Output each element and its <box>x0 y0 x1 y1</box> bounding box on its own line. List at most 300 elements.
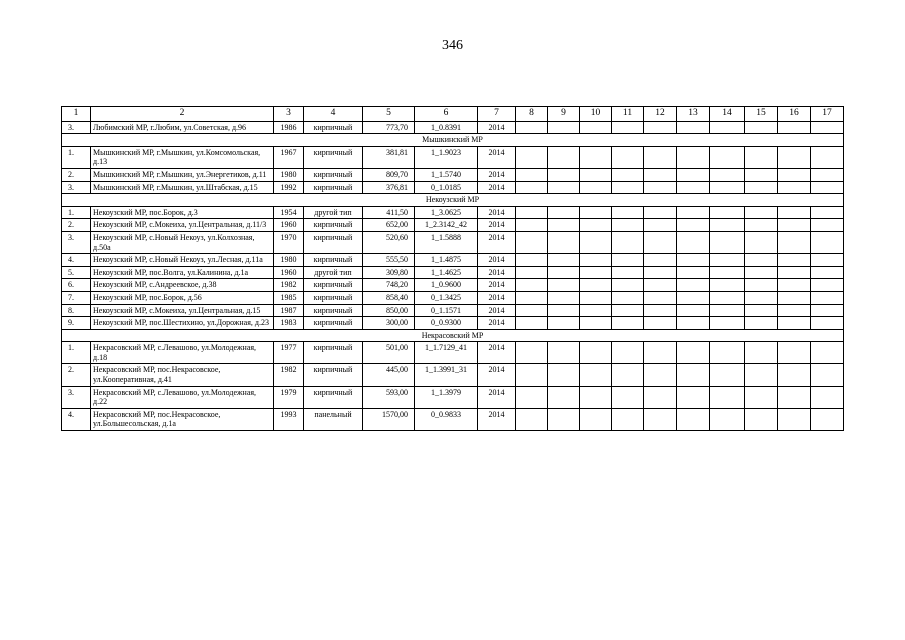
address-cell: Некоузский МР, с.Мокеиха, ул.Центральная, д.11/3 <box>91 219 274 232</box>
table-row <box>62 386 844 408</box>
header-cell: 2 <box>91 107 274 122</box>
empty-cell <box>612 364 644 386</box>
table-row <box>62 181 844 194</box>
table-row <box>62 219 844 232</box>
year-cell: 1980 <box>274 168 304 181</box>
empty-cell <box>677 146 710 168</box>
row-number: 1. <box>62 146 91 168</box>
empty-cell <box>677 279 710 292</box>
table-row <box>62 121 844 134</box>
plan-year-cell: 2014 <box>478 254 516 267</box>
empty-cell <box>516 304 548 317</box>
code-cell: 1_1.3979 <box>415 386 478 408</box>
table-row <box>62 231 844 253</box>
year-cell: 1986 <box>274 121 304 134</box>
empty-cell <box>548 342 580 364</box>
header-cell: 4 <box>304 107 363 122</box>
material-cell: кирпичный <box>304 254 363 267</box>
empty-cell <box>778 146 811 168</box>
table-row <box>62 168 844 181</box>
header-cell: 8 <box>516 107 548 122</box>
empty-cell <box>745 181 778 194</box>
empty-cell <box>612 266 644 279</box>
row-number: 3. <box>62 121 91 134</box>
empty-cell <box>778 181 811 194</box>
empty-cell <box>612 342 644 364</box>
area-cell: 309,80 <box>363 266 415 279</box>
year-cell: 1983 <box>274 317 304 330</box>
plan-year-cell: 2014 <box>478 168 516 181</box>
empty-cell <box>580 206 612 219</box>
table-row <box>62 342 844 364</box>
empty-cell <box>580 181 612 194</box>
empty-cell <box>580 386 612 408</box>
year-cell: 1979 <box>274 386 304 408</box>
year-cell: 1992 <box>274 181 304 194</box>
empty-cell <box>580 317 612 330</box>
material-cell: кирпичный <box>304 181 363 194</box>
code-cell: 1_1.3991_31 <box>415 364 478 386</box>
header-cell: 13 <box>677 107 710 122</box>
row-number: 1. <box>62 342 91 364</box>
empty-cell <box>811 304 844 317</box>
address-cell: Некрасовский МР, с.Левашово, ул.Молодежная, д.22 <box>91 386 274 408</box>
empty-cell <box>612 231 644 253</box>
empty-cell <box>811 364 844 386</box>
area-cell: 858,40 <box>363 291 415 304</box>
material-cell: кирпичный <box>304 304 363 317</box>
area-cell: 411,50 <box>363 206 415 219</box>
empty-cell <box>811 231 844 253</box>
code-cell: 1_1.4625 <box>415 266 478 279</box>
empty-cell <box>644 206 677 219</box>
empty-cell <box>516 121 548 134</box>
empty-cell <box>612 386 644 408</box>
empty-cell <box>745 317 778 330</box>
row-number: 8. <box>62 304 91 317</box>
empty-cell <box>778 168 811 181</box>
area-cell: 809,70 <box>363 168 415 181</box>
empty-cell <box>811 168 844 181</box>
empty-cell <box>644 146 677 168</box>
empty-cell <box>811 181 844 194</box>
empty-cell <box>644 364 677 386</box>
empty-cell <box>710 254 745 267</box>
empty-cell <box>710 266 745 279</box>
empty-cell <box>745 168 778 181</box>
area-cell: 376,81 <box>363 181 415 194</box>
empty-cell <box>516 364 548 386</box>
material-cell: кирпичный <box>304 342 363 364</box>
empty-cell <box>580 219 612 232</box>
empty-cell <box>778 317 811 330</box>
year-cell: 1954 <box>274 206 304 219</box>
empty-cell <box>745 219 778 232</box>
empty-cell <box>548 146 580 168</box>
row-number: 9. <box>62 317 91 330</box>
empty-cell <box>644 231 677 253</box>
empty-cell <box>778 386 811 408</box>
area-cell: 555,50 <box>363 254 415 267</box>
address-cell: Некоузский МР, с.Андреевское, д.38 <box>91 279 274 292</box>
area-cell: 300,00 <box>363 317 415 330</box>
year-cell: 1967 <box>274 146 304 168</box>
material-cell: кирпичный <box>304 317 363 330</box>
material-cell: панельный <box>304 408 363 430</box>
area-cell: 501,00 <box>363 342 415 364</box>
empty-cell <box>516 291 548 304</box>
empty-cell <box>745 279 778 292</box>
empty-cell <box>580 146 612 168</box>
empty-cell <box>710 408 745 430</box>
empty-cell <box>516 317 548 330</box>
code-cell: 1_3.0625 <box>415 206 478 219</box>
empty-cell <box>612 291 644 304</box>
empty-cell <box>548 254 580 267</box>
empty-cell <box>778 121 811 134</box>
empty-cell <box>745 364 778 386</box>
address-cell: Некоузский МР, пос.Волга, ул.Калинина, д.1а <box>91 266 274 279</box>
year-cell: 1993 <box>274 408 304 430</box>
empty-cell <box>644 168 677 181</box>
code-cell: 1_1.5740 <box>415 168 478 181</box>
empty-cell <box>677 254 710 267</box>
empty-cell <box>677 266 710 279</box>
plan-year-cell: 2014 <box>478 181 516 194</box>
material-cell: другой тип <box>304 206 363 219</box>
empty-cell <box>710 291 745 304</box>
code-cell: 1_0.8391 <box>415 121 478 134</box>
row-number: 3. <box>62 386 91 408</box>
empty-cell <box>580 168 612 181</box>
year-cell: 1982 <box>274 279 304 292</box>
material-cell: кирпичный <box>304 386 363 408</box>
table-row <box>62 291 844 304</box>
empty-cell <box>710 386 745 408</box>
code-cell: 0_1.3425 <box>415 291 478 304</box>
empty-cell <box>580 121 612 134</box>
header-cell: 15 <box>745 107 778 122</box>
table-header-row <box>62 107 844 122</box>
empty-cell <box>677 408 710 430</box>
housing-register-table <box>61 106 844 431</box>
empty-cell <box>710 206 745 219</box>
empty-cell <box>677 121 710 134</box>
empty-cell <box>811 408 844 430</box>
header-cell: 16 <box>778 107 811 122</box>
empty-cell <box>811 206 844 219</box>
address-cell: Некоузский МР, пос.Шестихино, ул.Дорожная, д.23 <box>91 317 274 330</box>
table-row <box>62 206 844 219</box>
empty-cell <box>516 386 548 408</box>
page-number: 346 <box>442 38 463 53</box>
empty-cell <box>745 266 778 279</box>
area-cell: 748,20 <box>363 279 415 292</box>
empty-cell <box>644 386 677 408</box>
empty-cell <box>548 279 580 292</box>
row-number: 6. <box>62 279 91 292</box>
empty-cell <box>710 219 745 232</box>
header-cell: 9 <box>548 107 580 122</box>
plan-year-cell: 2014 <box>478 266 516 279</box>
empty-cell <box>612 254 644 267</box>
row-number: 3. <box>62 231 91 253</box>
empty-cell <box>677 219 710 232</box>
empty-cell <box>677 206 710 219</box>
empty-cell <box>580 364 612 386</box>
section-title: Мышкинский МР <box>62 134 844 147</box>
empty-cell <box>778 266 811 279</box>
empty-cell <box>778 364 811 386</box>
area-cell: 850,00 <box>363 304 415 317</box>
empty-cell <box>644 342 677 364</box>
empty-cell <box>778 304 811 317</box>
empty-cell <box>548 219 580 232</box>
empty-cell <box>644 291 677 304</box>
plan-year-cell: 2014 <box>478 146 516 168</box>
row-number: 2. <box>62 219 91 232</box>
year-cell: 1960 <box>274 266 304 279</box>
material-cell: кирпичный <box>304 219 363 232</box>
empty-cell <box>710 342 745 364</box>
code-cell: 0_1.1571 <box>415 304 478 317</box>
empty-cell <box>612 168 644 181</box>
empty-cell <box>612 304 644 317</box>
plan-year-cell: 2014 <box>478 219 516 232</box>
address-cell: Некоузский МР, пос.Борок, д.56 <box>91 291 274 304</box>
empty-cell <box>548 317 580 330</box>
code-cell: 0_0.9300 <box>415 317 478 330</box>
header-cell: 6 <box>415 107 478 122</box>
material-cell: кирпичный <box>304 291 363 304</box>
section-row <box>62 329 844 342</box>
area-cell: 381,81 <box>363 146 415 168</box>
empty-cell <box>778 231 811 253</box>
row-number: 4. <box>62 254 91 267</box>
year-cell: 1980 <box>274 254 304 267</box>
empty-cell <box>811 317 844 330</box>
header-cell: 7 <box>478 107 516 122</box>
header-cell: 12 <box>644 107 677 122</box>
empty-cell <box>580 342 612 364</box>
empty-cell <box>677 231 710 253</box>
plan-year-cell: 2014 <box>478 279 516 292</box>
material-cell: другой тип <box>304 266 363 279</box>
plan-year-cell: 2014 <box>478 231 516 253</box>
plan-year-cell: 2014 <box>478 206 516 219</box>
empty-cell <box>612 279 644 292</box>
material-cell: кирпичный <box>304 168 363 181</box>
row-number: 2. <box>62 364 91 386</box>
empty-cell <box>516 231 548 253</box>
empty-cell <box>745 146 778 168</box>
empty-cell <box>548 291 580 304</box>
area-cell: 593,00 <box>363 386 415 408</box>
address-cell: Любимский МР, г.Любим, ул.Советская, д.96 <box>91 121 274 134</box>
plan-year-cell: 2014 <box>478 317 516 330</box>
area-cell: 520,60 <box>363 231 415 253</box>
empty-cell <box>644 279 677 292</box>
code-cell: 0_1.0185 <box>415 181 478 194</box>
empty-cell <box>677 168 710 181</box>
empty-cell <box>580 266 612 279</box>
address-cell: Некрасовский МР, с.Левашово, ул.Молодежная, д.18 <box>91 342 274 364</box>
code-cell: 1_1.7129_41 <box>415 342 478 364</box>
header-cell: 3 <box>274 107 304 122</box>
empty-cell <box>548 408 580 430</box>
row-number: 5. <box>62 266 91 279</box>
area-cell: 1570,00 <box>363 408 415 430</box>
empty-cell <box>548 231 580 253</box>
empty-cell <box>745 408 778 430</box>
empty-cell <box>516 219 548 232</box>
empty-cell <box>778 342 811 364</box>
address-cell: Мышкинский МР, г.Мышкин, ул.Штабская, д.15 <box>91 181 274 194</box>
empty-cell <box>778 219 811 232</box>
empty-cell <box>677 342 710 364</box>
empty-cell <box>677 364 710 386</box>
empty-cell <box>580 291 612 304</box>
empty-cell <box>710 279 745 292</box>
row-number: 3. <box>62 181 91 194</box>
empty-cell <box>548 386 580 408</box>
empty-cell <box>811 279 844 292</box>
empty-cell <box>745 304 778 317</box>
row-number: 2. <box>62 168 91 181</box>
address-cell: Некрасовский МР, пос.Некрасовское, ул.Большесольская, д.1а <box>91 408 274 430</box>
code-cell: 1_2.3142_42 <box>415 219 478 232</box>
year-cell: 1985 <box>274 291 304 304</box>
empty-cell <box>710 231 745 253</box>
material-cell: кирпичный <box>304 121 363 134</box>
empty-cell <box>778 291 811 304</box>
row-number: 1. <box>62 206 91 219</box>
empty-cell <box>612 219 644 232</box>
header-cell: 5 <box>363 107 415 122</box>
empty-cell <box>612 146 644 168</box>
empty-cell <box>516 168 548 181</box>
material-cell: кирпичный <box>304 279 363 292</box>
section-row <box>62 134 844 147</box>
empty-cell <box>745 206 778 219</box>
empty-cell <box>778 279 811 292</box>
section-title: Некоузский МР <box>62 194 844 207</box>
empty-cell <box>516 254 548 267</box>
empty-cell <box>677 386 710 408</box>
address-cell: Мышкинский МР, г.Мышкин, ул.Энергетиков, д.11 <box>91 168 274 181</box>
address-cell: Некоузский МР, с.Новый Некоуз, ул.Лесная, д.11а <box>91 254 274 267</box>
table-row <box>62 408 844 430</box>
empty-cell <box>745 231 778 253</box>
header-cell: 10 <box>580 107 612 122</box>
plan-year-cell: 2014 <box>478 304 516 317</box>
code-cell: 1_0.9600 <box>415 279 478 292</box>
empty-cell <box>516 279 548 292</box>
empty-cell <box>811 121 844 134</box>
empty-cell <box>811 291 844 304</box>
empty-cell <box>811 254 844 267</box>
empty-cell <box>677 181 710 194</box>
header-cell: 17 <box>811 107 844 122</box>
table-row <box>62 254 844 267</box>
empty-cell <box>811 266 844 279</box>
empty-cell <box>710 364 745 386</box>
plan-year-cell: 2014 <box>478 291 516 304</box>
address-cell: Мышкинский МР, г.Мышкин, ул.Комсомольская, д.13 <box>91 146 274 168</box>
empty-cell <box>548 168 580 181</box>
empty-cell <box>516 408 548 430</box>
empty-cell <box>516 181 548 194</box>
year-cell: 1960 <box>274 219 304 232</box>
empty-cell <box>745 121 778 134</box>
section-row <box>62 194 844 207</box>
empty-cell <box>548 121 580 134</box>
empty-cell <box>710 168 745 181</box>
empty-cell <box>516 146 548 168</box>
empty-cell <box>677 291 710 304</box>
code-cell: 1_1.5888 <box>415 231 478 253</box>
plan-year-cell: 2014 <box>478 364 516 386</box>
empty-cell <box>644 181 677 194</box>
header-cell: 11 <box>612 107 644 122</box>
empty-cell <box>548 364 580 386</box>
plan-year-cell: 2014 <box>478 342 516 364</box>
address-cell: Некоузский МР, с.Мокеиха, ул.Центральная, д.15 <box>91 304 274 317</box>
address-cell: Некоузский МР, с.Новый Некоуз, ул.Колхозная, д.50а <box>91 231 274 253</box>
code-cell: 1_1.9023 <box>415 146 478 168</box>
address-cell: Некрасовский МР, пос.Некрасовское, ул.Кооперативная, д.41 <box>91 364 274 386</box>
empty-cell <box>710 121 745 134</box>
empty-cell <box>548 304 580 317</box>
empty-cell <box>745 386 778 408</box>
empty-cell <box>612 206 644 219</box>
empty-cell <box>710 181 745 194</box>
empty-cell <box>516 266 548 279</box>
year-cell: 1982 <box>274 364 304 386</box>
empty-cell <box>612 408 644 430</box>
year-cell: 1987 <box>274 304 304 317</box>
empty-cell <box>778 408 811 430</box>
empty-cell <box>745 254 778 267</box>
empty-cell <box>580 254 612 267</box>
empty-cell <box>745 291 778 304</box>
material-cell: кирпичный <box>304 231 363 253</box>
empty-cell <box>580 231 612 253</box>
empty-cell <box>644 408 677 430</box>
table-row <box>62 279 844 292</box>
material-cell: кирпичный <box>304 146 363 168</box>
empty-cell <box>811 219 844 232</box>
plan-year-cell: 2014 <box>478 386 516 408</box>
area-cell: 773,70 <box>363 121 415 134</box>
table-row <box>62 364 844 386</box>
empty-cell <box>811 342 844 364</box>
empty-cell <box>548 266 580 279</box>
empty-cell <box>677 304 710 317</box>
empty-cell <box>677 317 710 330</box>
empty-cell <box>580 279 612 292</box>
code-cell: 1_1.4875 <box>415 254 478 267</box>
table-row <box>62 266 844 279</box>
plan-year-cell: 2014 <box>478 408 516 430</box>
header-cell: 1 <box>62 107 91 122</box>
empty-cell <box>548 181 580 194</box>
header-cell: 14 <box>710 107 745 122</box>
year-cell: 1970 <box>274 231 304 253</box>
empty-cell <box>778 254 811 267</box>
empty-cell <box>710 304 745 317</box>
year-cell: 1977 <box>274 342 304 364</box>
